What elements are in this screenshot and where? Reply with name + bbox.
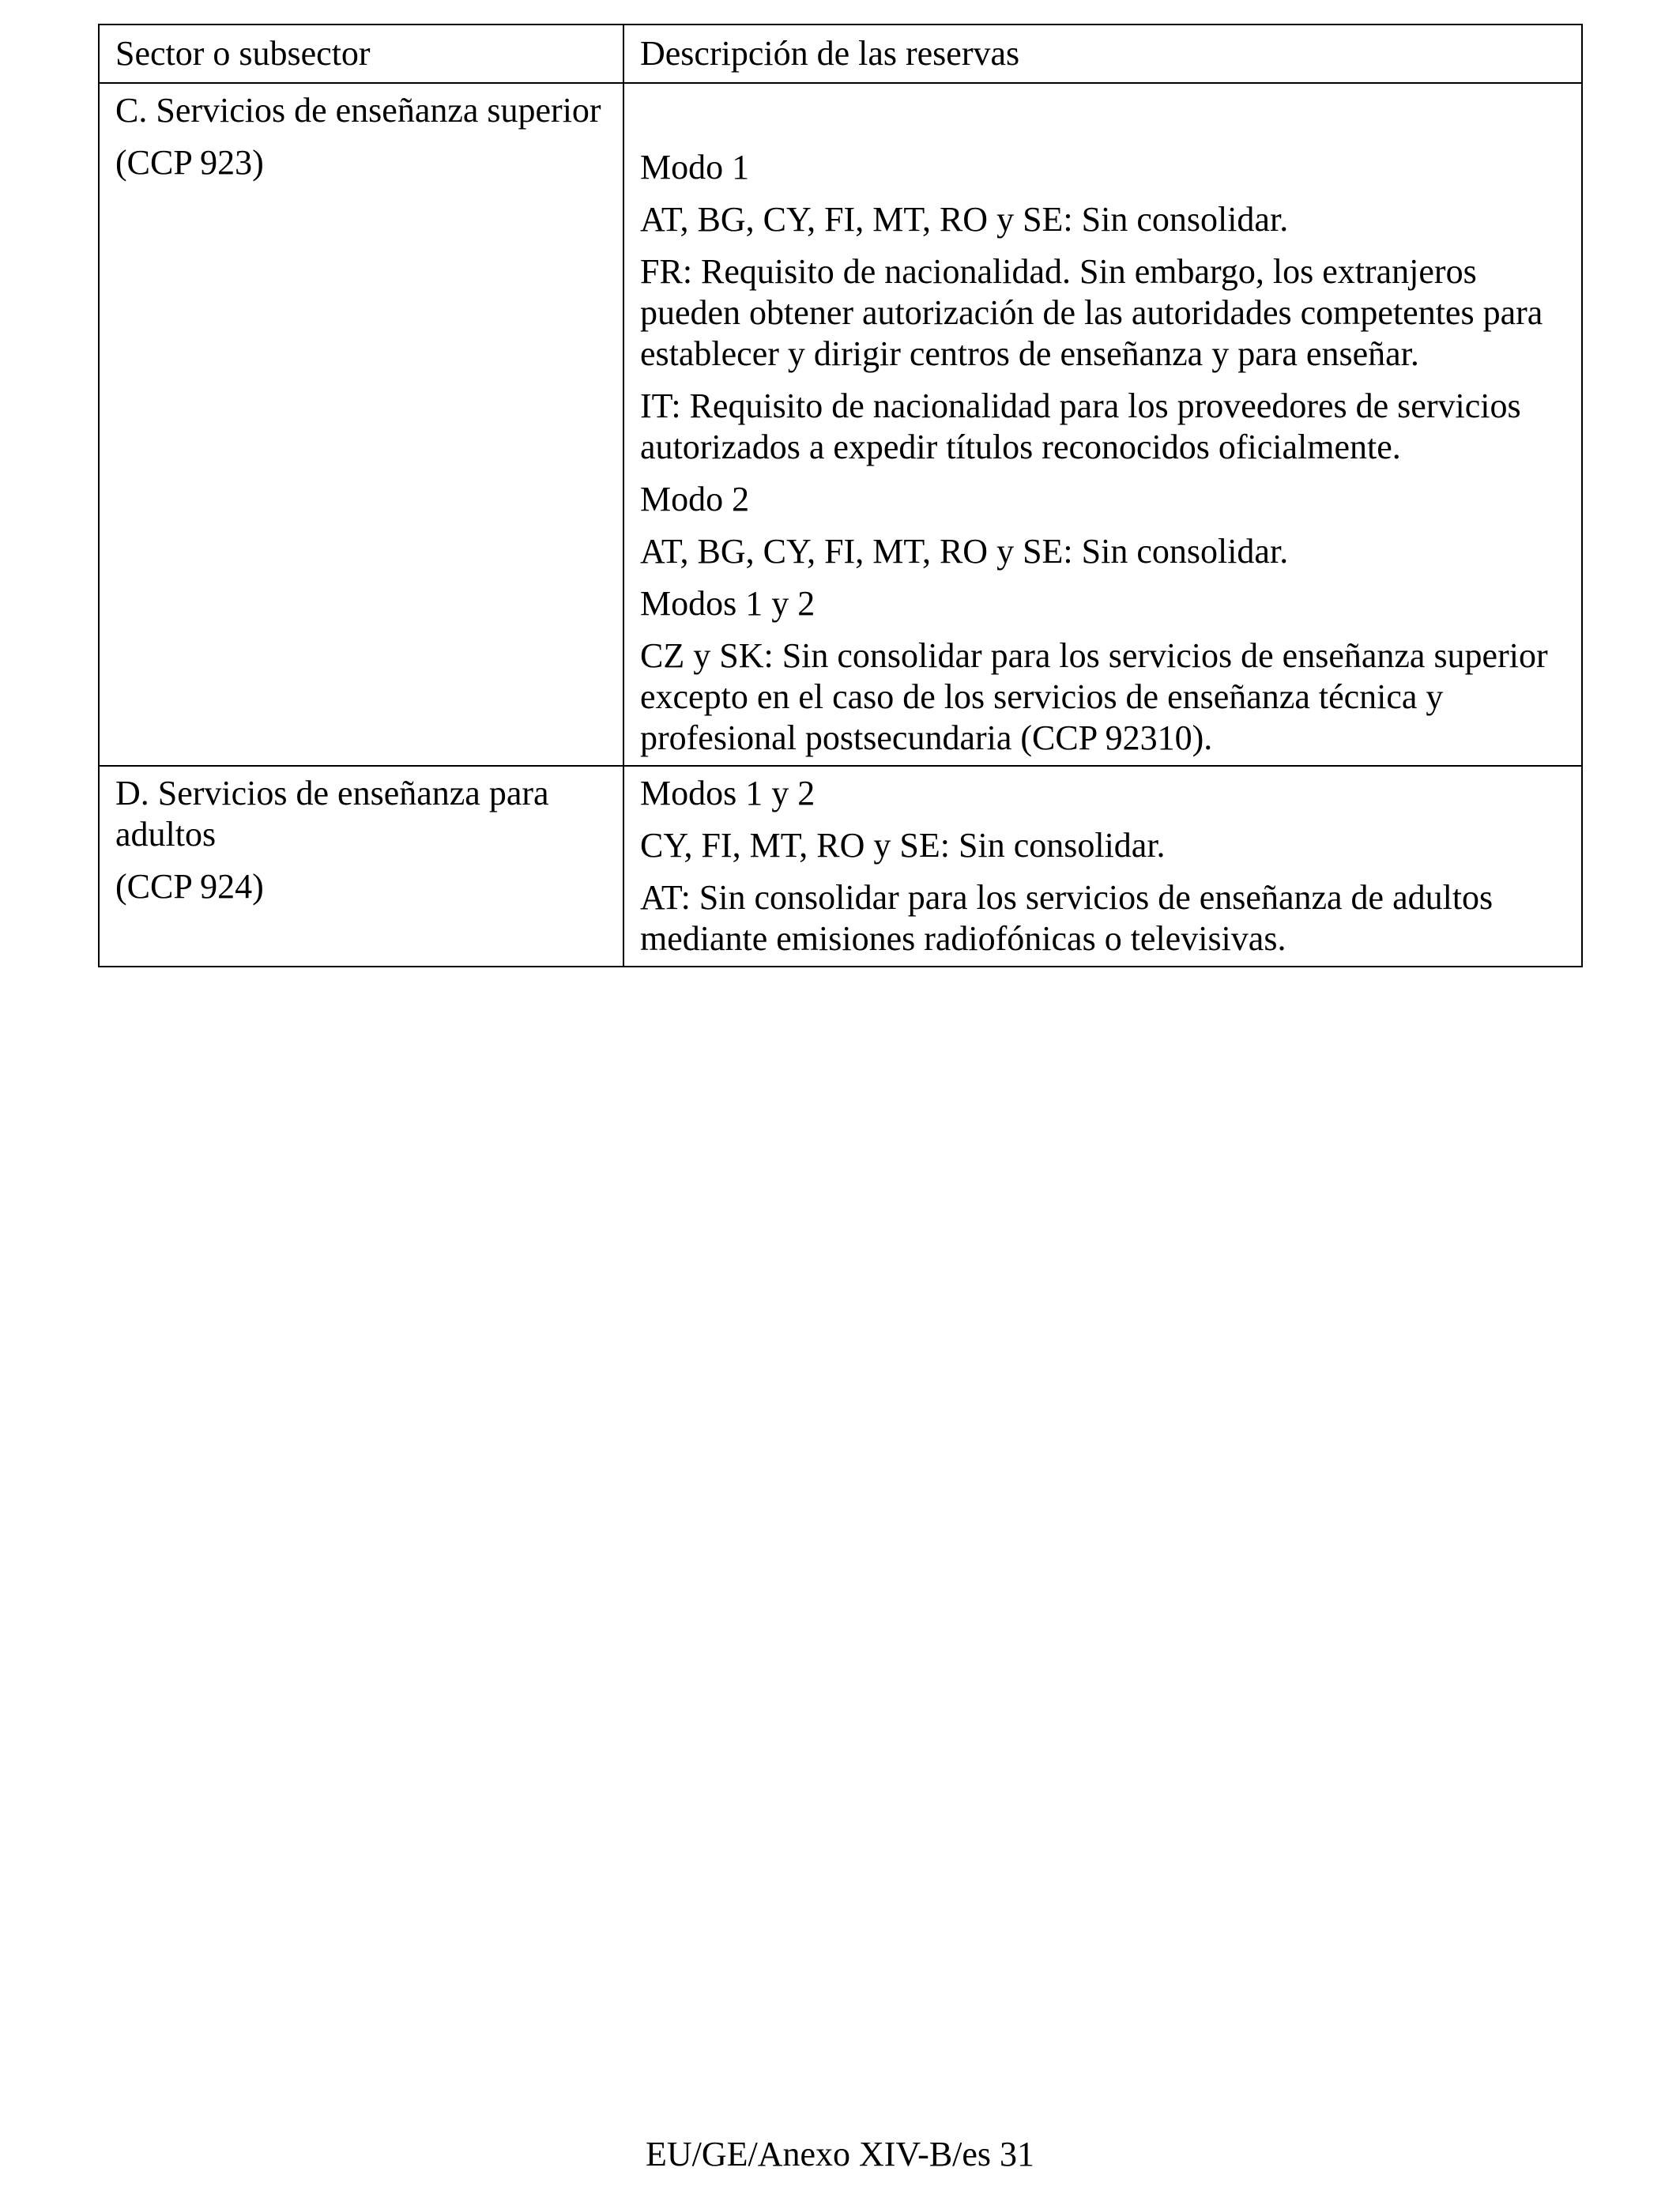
sector-name: D. Servicios de enseñanza para adultos	[115, 774, 549, 854]
sector-code: (CCP 923)	[115, 143, 264, 182]
description-cell	[623, 83, 1582, 766]
mode-heading: Modos 1 y 2	[640, 774, 816, 812]
mode-heading: Modos 1 y 2	[640, 584, 816, 623]
sector-code: (CCP 924)	[115, 867, 264, 906]
reservation-text: FR: Requisito de nacionalidad. Sin embargo, los extranjeros pueden obtener autorización de las autoridades competentes para establecer y dirigir centros de enseñanza y para enseñar.	[640, 252, 1543, 373]
reservation-text: CY, FI, MT, RO y SE: Sin consolidar.	[640, 826, 1166, 865]
mode-heading: Modo 2	[640, 480, 750, 518]
reservations-table	[98, 24, 1583, 967]
description-cell	[623, 766, 1582, 967]
sector-cell	[99, 766, 623, 967]
reservation-text: IT: Requisito de nacionalidad para los proveedores de servicios autorizados a expedir títulos reconocidos oficialmente.	[640, 386, 1521, 466]
page-footer: EU/GE/Anexo XIV-B/es 31	[645, 2135, 1035, 2173]
reservation-text: CZ y SK: Sin consolidar para los servicios de enseñanza superior excepto en el caso de los servicios de enseñanza técnica y profesional postsecundaria (CCP 92310).	[640, 636, 1548, 757]
table-row	[99, 83, 1582, 766]
table-row	[99, 766, 1582, 967]
reservation-text: AT, BG, CY, FI, MT, RO y SE: Sin consolidar.	[640, 200, 1289, 239]
header-sector: Sector o subsector	[99, 25, 623, 83]
reservation-text: AT: Sin consolidar para los servicios de enseñanza de adultos mediante emisiones radiofónicas o televisivas.	[640, 878, 1494, 958]
sector-name: C. Servicios de enseñanza superior	[115, 91, 601, 130]
table-header-row	[99, 25, 1582, 83]
header-description: Descripción de las reservas	[623, 25, 1582, 83]
reservation-text: AT, BG, CY, FI, MT, RO y SE: Sin consolidar.	[640, 532, 1289, 571]
mode-heading: Modo 1	[640, 148, 750, 187]
sector-cell	[99, 83, 623, 766]
